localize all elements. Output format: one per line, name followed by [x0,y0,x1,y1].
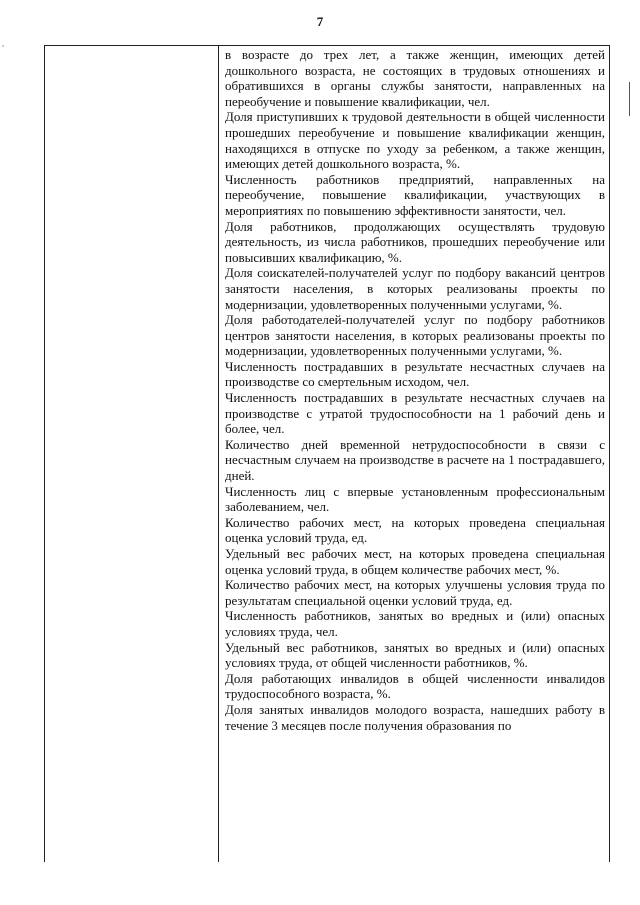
scan-edge-mark [629,82,630,116]
indicator-paragraph: Доля занятых инвалидов молодого возраста, нашедших работу в течение 3 месяцев после получения образования по [225,701,605,733]
column-divider [218,45,219,862]
indicator-paragraph: Численность работников предприятий, направленных на переобучение, повышение квалификации, участвующих в мероприятиях по повышению эффективности занятости, чел. [225,171,605,218]
page-number: 7 [316,14,324,29]
indicator-paragraph: Численность пострадавших в результате несчастных случаев на производстве со смертельным исходом, чел. [225,358,605,390]
indicator-paragraph: Численность пострадавших в результате несчастных случаев на производстве с утратой трудоспособности на 1 рабочий день и более, чел. [225,390,605,437]
indicator-paragraph: Численность работников, занятых во вредных и (или) опасных условиях труда, чел. [225,608,605,639]
indicator-paragraph: Доля работодателей-получателей услуг по подбору работников центров занятости населения, в которых реализованы проекты по модернизации, удовлетворенных полученными услугами, %. [225,312,605,359]
indicator-paragraph: Количество рабочих мест, на которых улучшены условия труда по результатам специальной оценки условий труда, ед. [225,577,605,608]
indicator-paragraph: Доля работающих инвалидов в общей численности инвалидов трудоспособного возраста, %. [225,670,605,702]
indicator-paragraph: Численность лиц с впервые установленным профессиональным заболеванием, чел. [225,483,605,515]
indicator-paragraph: Доля работников, продолжающих осуществлять трудовую деятельность, из числа работников, прошедших переобучение или повысивших квалификацию, %. [225,218,605,265]
indicator-paragraph: Доля приступивших к трудовой деятельности в общей численности прошедших переобучение и повышение квалификации женщин, находящихся в отпуске по уходу за ребенком, а также женщин, имеющих детей дошкольного возраста, %. [225,109,605,172]
indicator-paragraph: Удельный вес рабочих мест, на которых проведена специальная оценка условий труда, в общем количестве рабочих мест, %. [225,546,605,577]
indicator-paragraph: Доля соискателей-получателей услуг по подбору вакансий центров занятости населения, в которых реализованы проекты по модернизации, удовлетворенных полученными услугами, %. [225,265,605,312]
indicator-paragraph: Количество дней временной нетрудоспособности в связи с несчастным случаем на производстве в расчете на 1 пострадавшего, дней. [225,436,605,484]
indicator-paragraph: в возрасте до трех лет, а также женщин, имеющих детей дошкольного возраста, не состоящих в трудовых отношениях и обратившихся в органы службы занятости, направленных на переобучение и повышение квалификации, чел. [225,47,605,109]
scan-artifact [2,45,4,47]
indicator-paragraph: Количество рабочих мест, на которых проведена специальная оценка условий труда, ед. [225,514,605,546]
indicator-paragraph: Удельный вес работников, занятых во вредных и (или) опасных условиях труда, от общей численности работников, %. [225,639,605,671]
indicators-column [225,47,605,733]
